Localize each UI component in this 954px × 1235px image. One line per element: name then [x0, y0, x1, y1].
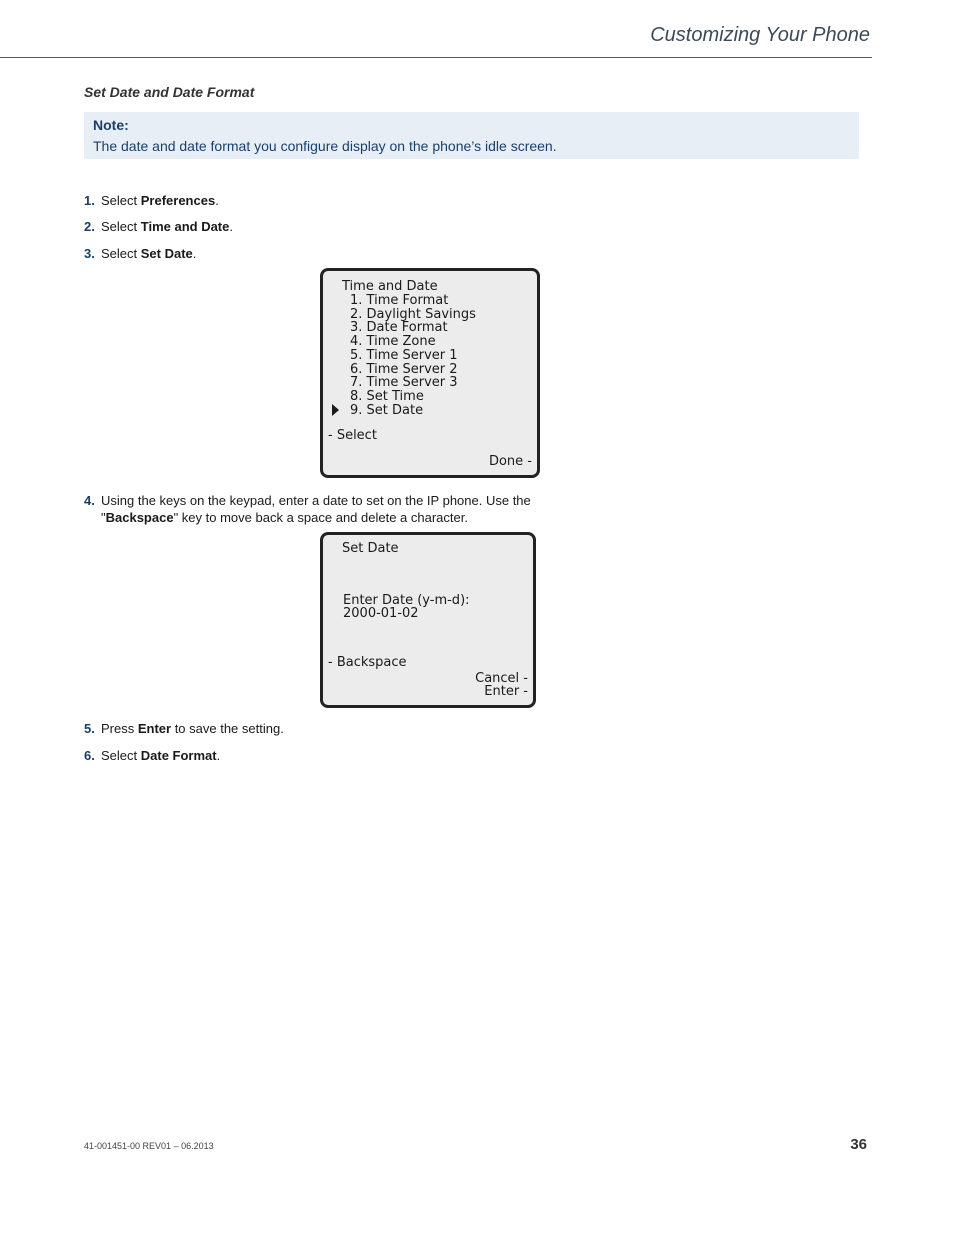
menu-item-set-time[interactable]: 8. Set Time	[350, 388, 424, 404]
softkey-enter[interactable]: Enter -	[484, 684, 528, 699]
step-number: 6.	[84, 748, 95, 763]
note-label: Note:	[93, 117, 129, 133]
section-title: Set Date and Date Format	[84, 84, 255, 100]
screen-title: Time and Date	[342, 279, 438, 294]
step-text-end: .	[229, 219, 233, 234]
menu-item-set-date[interactable]: 9. Set Date	[350, 402, 424, 418]
phone-screen-time-and-date	[320, 268, 540, 478]
step-number: 3.	[84, 246, 95, 261]
note-box	[84, 112, 859, 159]
page-number: 36	[850, 1136, 867, 1153]
step-number: 4.	[84, 493, 95, 508]
step-text-end: .	[215, 193, 219, 208]
header-divider	[0, 57, 872, 58]
step-keyword: Backspace	[105, 510, 174, 525]
step-number: 2.	[84, 219, 95, 234]
selection-arrow-icon	[332, 404, 339, 416]
step-text-end: to save the setting.	[171, 721, 284, 736]
step-5	[84, 720, 284, 737]
phone-screen-set-date	[320, 532, 536, 708]
softkey-backspace[interactable]: - Backspace	[328, 655, 407, 670]
step-4	[84, 492, 531, 526]
date-prompt: Enter Date (y-m-d):	[343, 593, 470, 608]
screen-title: Set Date	[342, 541, 399, 556]
step-text-end: " key to move back a space and delete a character.	[173, 510, 468, 525]
menu-item-time-server-2[interactable]: 6. Time Server 2	[350, 361, 458, 377]
step-keyword: Enter	[137, 721, 172, 736]
softkey-select[interactable]: - Select	[328, 428, 377, 443]
step-text-end: .	[216, 748, 221, 763]
step-1	[84, 192, 219, 209]
menu-item-time-format[interactable]: 1. Time Format	[350, 293, 449, 308]
footer-doc-id: 41-001451-00 REV01 – 06.2013	[84, 1141, 214, 1151]
step-text: Select	[101, 748, 141, 763]
menu-item-date-format[interactable]: 3. Date Format	[350, 320, 448, 336]
step-text-quote-open: "	[101, 510, 106, 525]
step-text: Select	[101, 246, 141, 261]
step-3	[84, 245, 196, 262]
menu-item-time-zone[interactable]: 4. Time Zone	[350, 334, 436, 350]
step-keyword: Preferences	[140, 193, 216, 208]
softkey-cancel[interactable]: Cancel -	[475, 671, 528, 686]
date-input[interactable]: 2000-01-02	[343, 606, 419, 621]
step-text: Select	[101, 219, 141, 234]
header-title: Customizing Your Phone	[650, 24, 870, 46]
step-number: 5.	[84, 721, 95, 736]
step-text-end: .	[192, 246, 197, 261]
note-text: The date and date format you configure display on the phone’s idle screen.	[93, 138, 557, 154]
step-text: Select	[101, 193, 141, 208]
step-2	[84, 218, 233, 235]
step-keyword: Date Format	[140, 748, 217, 763]
step-6	[84, 747, 220, 764]
softkey-done[interactable]: Done -	[488, 454, 532, 469]
menu-item-daylight-savings[interactable]: 2. Daylight Savings	[350, 306, 476, 322]
menu-list	[350, 294, 476, 417]
step-text: Press	[101, 721, 138, 736]
step-number: 1.	[84, 193, 95, 208]
step-keyword: Time and Date	[140, 219, 230, 234]
step-keyword: Set Date	[140, 246, 193, 261]
menu-item-time-server-1[interactable]: 5. Time Server 1	[350, 347, 458, 363]
menu-item-time-server-3[interactable]: 7. Time Server 3	[350, 375, 458, 391]
step-text: Using the keys on the keypad, enter a date to set on the IP phone. Use the	[101, 493, 531, 508]
